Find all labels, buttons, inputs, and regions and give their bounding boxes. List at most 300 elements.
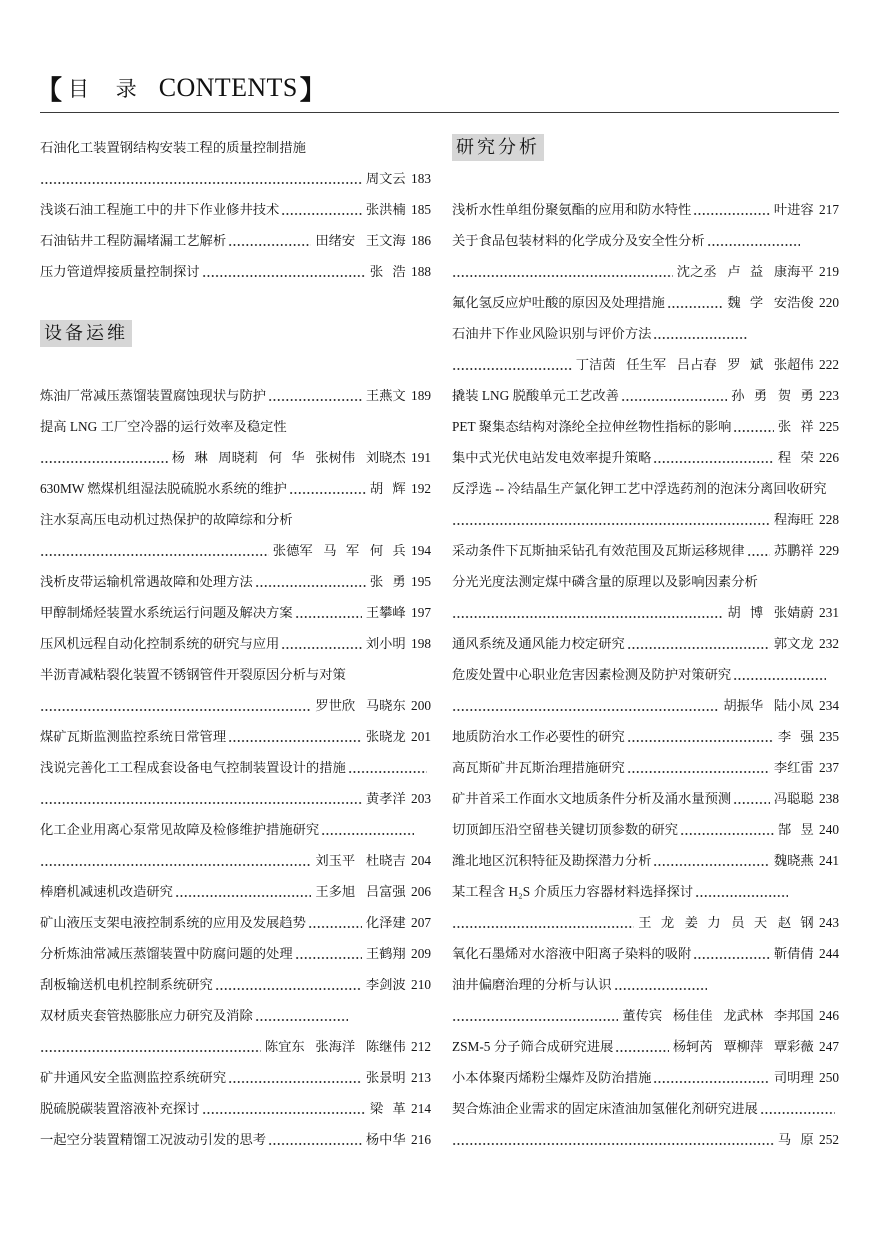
toc-entry-title-line — [452, 566, 839, 597]
toc-entry-authors — [315, 845, 405, 876]
toc-entry — [40, 194, 431, 225]
toc-entry-author: 卢 益 — [727, 264, 764, 279]
toc-entry-author-line — [452, 1124, 839, 1155]
toc-entry-title: 撬装 LNG 脱酸单元工艺改善 — [452, 388, 619, 403]
toc-entry-page-number: 228 — [819, 512, 839, 527]
toc-entry-title-line — [40, 721, 431, 752]
toc-entry-page-number: 194 — [411, 543, 431, 558]
toc-entry-author: 周晓莉 — [218, 450, 259, 465]
toc-entry-author: 胡振华 — [723, 698, 764, 713]
toc-entry-title-line — [452, 845, 839, 876]
toc-entry-title: 浅说完善化工工程成套设备电气控制装置设计的措施 — [40, 760, 346, 775]
toc-entry-authors — [778, 1124, 814, 1155]
dot-leader — [281, 628, 362, 659]
dot-leader — [760, 1093, 835, 1124]
toc-entry-page-number: 200 — [411, 698, 431, 713]
toc-entry-title: 630MW 燃煤机组湿法脱硫脱水系统的维护 — [40, 481, 287, 496]
toc-entry — [40, 504, 431, 566]
toc-entry-author: 员 天 — [731, 915, 768, 930]
dot-leader — [695, 876, 788, 907]
toc-entry-page-number: 210 — [411, 977, 431, 992]
toc-entry-title-line — [452, 287, 839, 318]
toc-entry-title: 提高 LNG 工厂空冷器的运行效率及稳定性 — [40, 419, 287, 434]
toc-entry — [452, 938, 839, 969]
toc-entry-title: 石油井下作业风险识别与评价方法 — [452, 326, 652, 341]
toc-entry-title: 切顶卸压沿空留巷关键切顶参数的研究 — [452, 822, 679, 837]
toc-entry-author: 赵 钢 — [777, 915, 814, 930]
toc-entry-author: 郭文龙 — [773, 636, 814, 651]
toc-entry-title: 脱硫脱碳装置溶液补充探讨 — [40, 1101, 200, 1116]
toc-entry-page-number: 219 — [819, 264, 839, 279]
toc-entry-author: 杨 琳 — [171, 450, 208, 465]
toc-entry-author: 孙 勇 — [731, 388, 768, 403]
toc-entry-title: 分析炼油常减压蒸馏装置中防腐问题的处理 — [40, 946, 293, 961]
header-title-cn: 目 录 — [68, 77, 137, 101]
toc-entry-authors — [315, 876, 405, 907]
toc-entry-author: 张海洋 — [315, 1039, 356, 1054]
toc-entry-title: 集中式光伏电站发电效率提升策略 — [452, 450, 652, 465]
dot-leader — [215, 969, 362, 1000]
toc-entry-author: 何 兵 — [369, 543, 406, 558]
toc-entry-authors — [366, 194, 406, 225]
toc-entry-page-number: 197 — [411, 605, 431, 620]
toc-entry-author-line — [40, 442, 431, 473]
toc-entry-title-line — [452, 535, 839, 566]
toc-entry-author: 杨轲芮 — [672, 1039, 713, 1054]
toc-entry-author-line — [452, 907, 839, 938]
toc-entry-authors — [370, 473, 406, 504]
toc-entry-page-number: 212 — [411, 1039, 431, 1054]
toc-entry-page-number: 198 — [411, 636, 431, 651]
toc-entry-authors — [315, 225, 405, 256]
toc-entry-authors — [778, 721, 814, 752]
toc-entry-author: 安浩俊 — [773, 295, 814, 310]
toc-entry-author: 罗世欣 — [315, 698, 356, 713]
toc-entry-title-line — [452, 969, 839, 1000]
toc-entry-author: 陈继伟 — [365, 1039, 406, 1054]
toc-entry-author: 冯聪聪 — [773, 791, 814, 806]
toc-entry — [452, 225, 839, 287]
toc-entry-author: 王燕文 — [365, 388, 406, 403]
toc-entry-authors — [774, 1062, 814, 1093]
toc-entry-authors — [370, 1093, 406, 1124]
toc-entry — [452, 783, 839, 814]
toc-entry-authors — [774, 194, 814, 225]
toc-entry-author: 刘晓杰 — [365, 450, 406, 465]
dot-leader — [653, 1062, 769, 1093]
dot-leader — [667, 287, 724, 318]
toc-entry-author: 马 军 — [323, 543, 360, 558]
toc-entry-authors — [265, 1031, 406, 1062]
toc-entry-title-line — [40, 194, 431, 225]
dot-leader — [614, 969, 707, 1000]
dot-leader — [627, 721, 774, 752]
toc-entry-title: 浅谈石油工程施工中的井下作业修井技术 — [40, 202, 280, 217]
toc-entry — [40, 411, 431, 473]
toc-entry-title-line — [452, 194, 839, 225]
toc-entry-title-line — [40, 473, 431, 504]
toc-entry — [452, 566, 839, 628]
toc-entry — [452, 318, 839, 380]
toc-entry-author: 魏 学 — [727, 295, 764, 310]
toc-entry-author: 张婧蔚 — [773, 605, 814, 620]
toc-entry-author: 魏晓燕 — [773, 853, 814, 868]
toc-entry — [40, 597, 431, 628]
toc-entry-authors — [366, 597, 406, 628]
toc-entry-author: 吕富强 — [365, 884, 406, 899]
dot-leader — [693, 938, 770, 969]
toc-entry-author: 王 龙 — [638, 915, 675, 930]
toc-entry-page-number: 209 — [411, 946, 431, 961]
toc-entry-title-line — [452, 876, 839, 907]
toc-entry — [40, 1124, 431, 1155]
toc-entry-page-number: 192 — [411, 481, 431, 496]
toc-entry — [452, 814, 839, 845]
toc-entry-title: 高瓦斯矿井瓦斯治理措施研究 — [452, 760, 625, 775]
toc-entry-authors — [315, 690, 405, 721]
toc-entry-author: 李红雷 — [773, 760, 814, 775]
toc-entry-title-line — [40, 969, 431, 1000]
toc-entry-author: 刘玉平 — [315, 853, 356, 868]
toc-entry-authors — [774, 938, 814, 969]
toc-entry-author: 姜 力 — [684, 915, 721, 930]
toc-entry-title: 甲醇制烯烃装置水系统运行问题及解决方案 — [40, 605, 293, 620]
toc-entry-authors — [774, 535, 814, 566]
toc-entry-author: 张晓龙 — [365, 729, 406, 744]
dot-leader — [627, 628, 770, 659]
toc-entry-authors — [778, 814, 814, 845]
toc-entry-authors — [366, 721, 406, 752]
toc-entry-author: 胡 博 — [727, 605, 764, 620]
toc-entry-page-number: 234 — [819, 698, 839, 713]
toc-entry-author: 董传宾 — [622, 1008, 663, 1023]
toc-entry — [452, 287, 839, 318]
toc-entry-title-line — [40, 628, 431, 659]
toc-entry — [452, 628, 839, 659]
toc-entry — [452, 473, 839, 535]
toc-entry-title: 棒磨机减速机改造研究 — [40, 884, 173, 899]
toc-entry-title-line — [40, 907, 431, 938]
toc-entry-author-line — [452, 349, 839, 380]
toc-entry-authors — [638, 907, 814, 938]
toc-entry-title: 注水泵高压电动机过热保护的故障综和分析 — [40, 512, 293, 527]
toc-entry-author: 周文云 — [365, 171, 406, 186]
toc-entry-author: 田绪安 — [315, 233, 356, 248]
toc-entry-author: 陆小凤 — [773, 698, 814, 713]
toc-entry-author: 叶进容 — [773, 202, 814, 217]
toc-entry-page-number: 244 — [819, 946, 839, 961]
toc-entry-title-line — [452, 721, 839, 752]
toc-entry — [40, 721, 431, 752]
toc-entry-authors — [366, 783, 406, 814]
dot-leader — [202, 1093, 366, 1124]
toc-entry-authors — [727, 287, 813, 318]
toc-entry — [40, 876, 431, 907]
toc-entry-title-line — [452, 938, 839, 969]
dot-leader — [733, 783, 770, 814]
toc-entry-authors — [366, 163, 406, 194]
toc-entry — [40, 814, 431, 876]
toc-entry — [40, 1000, 431, 1062]
toc-entry-authors — [366, 969, 406, 1000]
toc-entry-title-line — [452, 1093, 839, 1124]
toc-entry-author-line — [40, 690, 431, 721]
toc-entry-author-line — [40, 783, 431, 814]
toc-entry-author: 李剑波 — [365, 977, 406, 992]
toc-entry-authors — [172, 442, 406, 473]
toc-entry-page-number: 241 — [819, 853, 839, 868]
toc-entry — [452, 1031, 839, 1062]
dot-leader — [289, 473, 366, 504]
toc-entry-title-line — [40, 411, 431, 442]
toc-entry — [452, 752, 839, 783]
toc-entry-page-number: 243 — [819, 915, 839, 930]
toc-entry-authors — [366, 1124, 406, 1155]
dot-leader — [321, 814, 414, 845]
dot-leader — [40, 163, 362, 194]
toc-entry — [40, 907, 431, 938]
toc-entry-authors — [774, 845, 814, 876]
toc-entry-title: 危废处置中心职业危害因素检测及防护对策研究 — [452, 667, 732, 682]
toc-entry-author: 杨中华 — [365, 1132, 406, 1147]
toc-entry-author: 王多旭 — [315, 884, 356, 899]
toc-column-right — [452, 132, 839, 1155]
toc-entry-title-line — [40, 876, 431, 907]
toc-entry-author: 贺 勇 — [777, 388, 814, 403]
toc-entry-title-line — [40, 752, 431, 783]
toc-entry-title-line — [40, 659, 431, 690]
dot-leader — [452, 907, 634, 938]
toc-entry-title-line — [452, 380, 839, 411]
dot-leader — [452, 349, 572, 380]
dot-leader — [40, 535, 269, 566]
toc-entry-authors — [366, 628, 406, 659]
toc-entry — [40, 752, 431, 814]
toc-entry — [452, 1062, 839, 1093]
toc-entry-title: 地质防治水工作必要性的研究 — [452, 729, 625, 744]
toc-entry-author: 张德军 — [272, 543, 313, 558]
toc-entry-page-number: 250 — [819, 1070, 839, 1085]
toc-entry-author: 王文海 — [365, 233, 406, 248]
header-bracket-open: 【 — [36, 75, 63, 106]
toc-entry — [40, 566, 431, 597]
toc-entry-title: 一起空分装置精馏工况波动引发的思考 — [40, 1132, 267, 1147]
toc-entry-title: 双材质夹套管热膨胀应力研究及消除 — [40, 1008, 253, 1023]
toc-entry-authors — [778, 411, 814, 442]
toc-entry-author: 化泽建 — [365, 915, 406, 930]
toc-entry — [40, 1062, 431, 1093]
toc-entry-title: 浅析皮带运输机常遇故障和处理方法 — [40, 574, 253, 589]
toc-entry-page-number: 231 — [819, 605, 839, 620]
toc-entry-page-number: 201 — [411, 729, 431, 744]
toc-entry-page-number: 214 — [411, 1101, 431, 1116]
toc-entry-author: 郜 昱 — [777, 822, 814, 837]
toc-entry-page-number: 186 — [411, 233, 431, 248]
toc-entry-author-line — [40, 1031, 431, 1062]
toc-entry-title: 浅析水性单组份聚氨酯的应用和防水特性 — [452, 202, 692, 217]
toc-entry-author: 覃柳萍 — [723, 1039, 764, 1054]
toc-entry-author: 李邦国 — [773, 1008, 814, 1023]
toc-entry-authors — [366, 1062, 406, 1093]
toc-entry-page-number: 203 — [411, 791, 431, 806]
toc-entry — [452, 442, 839, 473]
toc-entry-page-number: 247 — [819, 1039, 839, 1054]
toc-entry-title: 采动条件下瓦斯抽采钻孔有效范围及瓦斯运移规律 — [452, 543, 745, 558]
toc-entry-title-line — [40, 566, 431, 597]
toc-entry-authors — [366, 938, 406, 969]
toc-entry-title: 反浮选 -- 冷结晶生产氯化钾工艺中浮选药剂的泡沫分离回收研究 — [452, 481, 827, 496]
toc-entry-author-line — [40, 163, 431, 194]
toc-entry-title-line — [40, 1000, 431, 1031]
toc-entry-title: 化工企业用离心泵常见故障及检修维护措施研究 — [40, 822, 320, 837]
toc-entry-title: 潍北地区沉积特征及勘探潜力分析 — [452, 853, 652, 868]
toc-entry-authors — [774, 628, 814, 659]
toc-entry-author: 陈宜东 — [264, 1039, 305, 1054]
toc-entry-authors — [778, 442, 814, 473]
dot-leader — [40, 845, 311, 876]
toc-entry-authors — [273, 535, 406, 566]
toc-entry — [40, 659, 431, 721]
toc-entry — [40, 256, 431, 287]
toc-entry-title-line — [40, 256, 431, 287]
dot-leader — [228, 1062, 362, 1093]
header-rule — [40, 112, 839, 113]
dot-leader — [615, 1031, 668, 1062]
dot-leader — [733, 659, 826, 690]
toc-entry-page-number: 237 — [819, 760, 839, 775]
toc-entry-author-line — [40, 535, 431, 566]
toc-entry-title-line — [452, 473, 839, 504]
toc-entry-author: 覃彩薇 — [773, 1039, 814, 1054]
toc-entry-authors — [673, 1031, 814, 1062]
toc-entry-author: 丁洁茵 — [575, 357, 616, 372]
toc-entry — [40, 628, 431, 659]
toc-entry-title-line — [452, 628, 839, 659]
toc-entry-page-number: 204 — [411, 853, 431, 868]
header-title-en: CONTENTS — [158, 73, 298, 102]
dot-leader — [295, 597, 362, 628]
toc-entry-title-line — [452, 442, 839, 473]
dot-leader — [175, 876, 311, 907]
dot-leader — [621, 380, 727, 411]
toc-entry-author-line — [452, 690, 839, 721]
dot-leader — [202, 256, 366, 287]
toc-entry — [40, 969, 431, 1000]
dot-leader — [680, 814, 774, 845]
toc-entry-title: 刮板输送机电机控制系统研究 — [40, 977, 213, 992]
toc-entry-author: 黄孝洋 — [365, 791, 406, 806]
dot-leader — [40, 783, 362, 814]
toc-entry — [452, 721, 839, 752]
toc-entry-title: 压风机远程自动化控制系统的研究与应用 — [40, 636, 280, 651]
toc-entry-page-number: 191 — [411, 450, 431, 465]
toc-entry — [452, 194, 839, 225]
dot-leader — [281, 194, 362, 225]
toc-entry-page-number: 220 — [819, 295, 839, 310]
toc-entry-title: PET 聚集态结构对涤纶全拉伸丝物性指标的影响 — [452, 419, 732, 434]
dot-leader — [228, 225, 311, 256]
toc-entry-author: 胡 辉 — [369, 481, 406, 496]
toc-entry — [452, 659, 839, 721]
dot-leader — [452, 504, 770, 535]
toc-entry-author: 李 强 — [777, 729, 814, 744]
dot-leader — [40, 442, 168, 473]
toc-entry-author: 程 荣 — [777, 450, 814, 465]
header-bracket-close: 】 — [299, 75, 326, 106]
dot-leader — [653, 442, 773, 473]
toc-entry-author-line — [40, 845, 431, 876]
toc-entry-title-line — [452, 1062, 839, 1093]
toc-entry-title: 炼油厂常减压蒸馏装置腐蚀现状与防护 — [40, 388, 267, 403]
toc-entry-author-line — [452, 597, 839, 628]
section-heading — [40, 318, 431, 349]
dot-leader — [733, 411, 773, 442]
toc-entry-page-number: 223 — [819, 388, 839, 403]
toc-entry-title-line — [40, 1124, 431, 1155]
dot-leader — [40, 1031, 261, 1062]
toc-entry — [452, 876, 839, 938]
dot-leader — [747, 535, 770, 566]
toc-entry-title-line — [40, 1062, 431, 1093]
toc-entry-page-number: 189 — [411, 388, 431, 403]
toc-entry-title: 通风系统及通风能力校定研究 — [452, 636, 625, 651]
toc-entry-author: 张 勇 — [369, 574, 406, 589]
toc-entry-author: 康海平 — [773, 264, 814, 279]
toc-entry-page-number: 226 — [819, 450, 839, 465]
toc-entry-author: 任生军 — [626, 357, 667, 372]
toc-entry-title-line — [40, 938, 431, 969]
toc-entry-title-line — [40, 504, 431, 535]
toc-entry-author-line — [452, 504, 839, 535]
toc-entry-author: 何 华 — [268, 450, 305, 465]
toc-entry-authors — [366, 380, 406, 411]
toc-entry — [452, 411, 839, 442]
toc-entry-title: 石油钻井工程防漏堵漏工艺解析 — [40, 233, 227, 248]
toc-entry-author: 马晓东 — [365, 698, 406, 713]
dot-leader — [452, 597, 723, 628]
toc-entry-title-line — [40, 1093, 431, 1124]
dot-leader — [452, 1124, 774, 1155]
dot-leader — [452, 690, 719, 721]
toc-entry-author: 龙武林 — [723, 1008, 764, 1023]
toc-entry-page-number: 225 — [819, 419, 839, 434]
toc-entry-title-line — [452, 318, 839, 349]
toc-entry-page-number: 232 — [819, 636, 839, 651]
dot-leader — [268, 380, 362, 411]
toc-entry-page-number: 252 — [819, 1132, 839, 1147]
toc-entry-title: 某工程含 H₂S 介质压力容器材料选择探讨 — [452, 884, 694, 899]
section-heading-label: 设备运维 — [40, 320, 132, 347]
toc-entry-page-number: 185 — [411, 202, 431, 217]
toc-entry-author: 吕占春 — [676, 357, 717, 372]
toc-entry-author: 杜晓吉 — [365, 853, 406, 868]
toc-entry-authors — [370, 566, 406, 597]
toc-entry-title-line — [452, 814, 839, 845]
toc-entry-author: 苏鹏祥 — [773, 543, 814, 558]
toc-entry-title-line — [40, 814, 431, 845]
toc-entry-author: 杨佳佳 — [672, 1008, 713, 1023]
toc-entry-title: 关于食品包装材料的化学成分及安全性分析 — [452, 233, 705, 248]
toc-entry-page-number: 217 — [819, 202, 839, 217]
toc-entry-page-number: 207 — [411, 915, 431, 930]
toc-entry-authors — [370, 256, 406, 287]
dot-leader — [255, 566, 366, 597]
toc-entry-title: 分光光度法测定煤中磷含量的原理以及影响因素分析 — [452, 574, 758, 589]
toc-entry-title-line — [452, 225, 839, 256]
toc-entry-author: 刘小明 — [365, 636, 406, 651]
toc-entry-author: 沈之丞 — [676, 264, 717, 279]
toc-entry-title-line — [452, 659, 839, 690]
